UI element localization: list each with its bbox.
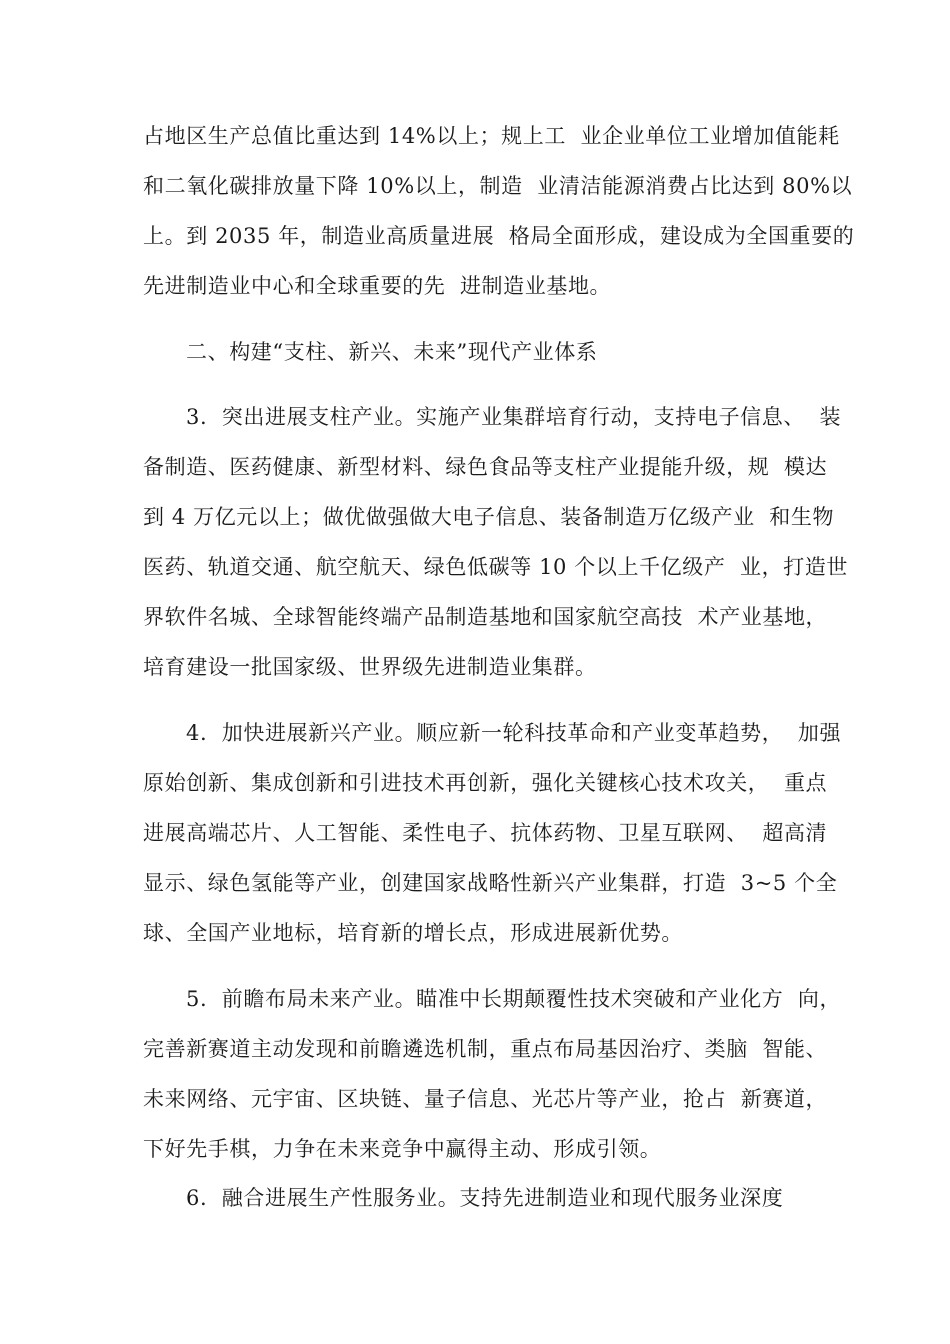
text-line: 备制造、医药健康、新型材料、绿色食品等支柱产业提能升级，规 模达 bbox=[143, 455, 828, 479]
text-line: 进展高端芯片、人工智能、柔性电子、抗体药物、卫星互联网、 超高清 bbox=[143, 821, 828, 845]
text-line: 完善新赛道主动发现和前瞻遴选机制，重点布局基因治疗、类脑 智能、 bbox=[143, 1037, 828, 1061]
text-line: 球、全国产业地标，培育新的增长点，形成进展新优势。 bbox=[143, 921, 683, 945]
text-line: 和二氧化碳排放量下降 10%以上，制造 业清洁能源消费占比达到 80%以 bbox=[143, 174, 853, 198]
text-line: 4. 加快进展新兴产业。顺应新一轮科技革命和产业变革趋势， 加强 bbox=[186, 721, 842, 745]
text-line: 到 4 万亿元以上；做优做强做大电子信息、装备制造万亿级产业 和生物 bbox=[143, 505, 835, 529]
text-line: 上。到 2035 年，制造业高质量进展 格局全面形成，建设成为全国重要的 bbox=[143, 224, 855, 248]
text-line: 原始创新、集成创新和引进技术再创新，强化关键核心技术攻关， 重点 bbox=[143, 771, 828, 795]
text-line: 界软件名城、全球智能终端产品制造基地和国家航空高技 术产业基地， bbox=[143, 605, 828, 629]
text-line: 未来网络、元宇宙、区块链、量子信息、光芯片等产业，抢占 新赛道， bbox=[143, 1087, 828, 1111]
section-heading: 二、构建“支柱、新兴、未来”现代产业体系 bbox=[186, 340, 598, 364]
text-line: 培育建设一批国家级、世界级先进制造业集群。 bbox=[143, 655, 597, 679]
text-line: 3. 突出进展支柱产业。实施产业集群培育行动，支持电子信息、 装 bbox=[186, 405, 842, 429]
text-line: 6. 融合进展生产性服务业。支持先进制造业和现代服务业深度 bbox=[186, 1186, 784, 1210]
text-line: 占地区生产总值比重达到 14%以上；规上工 业企业单位工业增加值能耗 bbox=[143, 124, 840, 148]
text-line: 先进制造业中心和全球重要的先 进制造业基地。 bbox=[143, 274, 612, 298]
text-line: 下好先手棋，力争在未来竞争中赢得主动、形成引领。 bbox=[143, 1137, 662, 1161]
text-line: 5. 前瞻布局未来产业。瞄准中长期颠覆性技术突破和产业化方 向， bbox=[186, 987, 842, 1011]
text-line: 显示、绿色氢能等产业，创建国家战略性新兴产业集群，打造 3~5 个全 bbox=[143, 871, 838, 895]
text-line: 医药、轨道交通、航空航天、绿色低碳等 10 个以上千亿级产 业，打造世 bbox=[143, 555, 849, 579]
